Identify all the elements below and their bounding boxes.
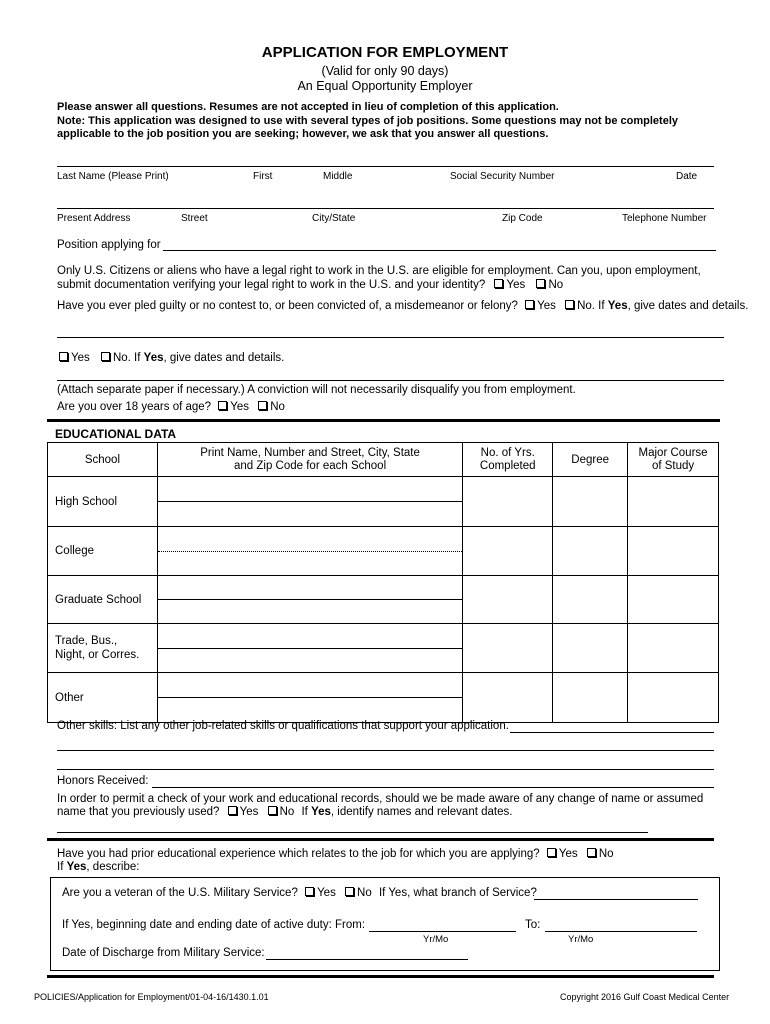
page-title: APPLICATION FOR EMPLOYMENT — [261, 44, 509, 61]
address-field[interactable] — [57, 208, 714, 209]
major-cell[interactable] — [628, 624, 719, 673]
school-address-cell[interactable] — [157, 673, 462, 723]
education-table — [47, 442, 719, 723]
table-header-row — [48, 443, 719, 477]
name-change-yes-checkbox[interactable] — [228, 806, 237, 815]
duty-to-label: To: — [525, 919, 541, 931]
honors-input[interactable] — [152, 787, 714, 788]
details-label: , give dates and details. — [163, 352, 285, 364]
conviction-details-line-2[interactable] — [57, 380, 724, 381]
attach-note: (Attach separate paper if necessary.) A conviction will not necessarily disqualify you from employment. — [57, 384, 576, 396]
instruction-line: Please answer all questions. Resumes are not accepted in lieu of completion of this application. — [57, 101, 559, 113]
school-type-cell: College — [48, 527, 158, 576]
header-line: and Zip Code for each School — [233, 459, 387, 472]
no-label: No — [357, 887, 372, 899]
employer-note: An Equal Opportunity Employer — [297, 79, 473, 93]
validity-note: (Valid for only 90 days) — [321, 64, 449, 78]
if-label: If — [57, 861, 67, 873]
branch-label: If Yes, what branch of Service? — [378, 887, 537, 899]
honors-label: Honors Received: — [57, 775, 149, 787]
no-label: No — [598, 848, 614, 860]
school-header: School — [48, 443, 158, 477]
conviction-question — [57, 300, 748, 312]
name-field[interactable] — [57, 166, 714, 167]
header-line: Major Course — [638, 446, 708, 459]
last-name-label: Last Name (Please Print) — [57, 171, 169, 182]
school-address-cell[interactable] — [157, 576, 462, 624]
school-type-cell — [48, 624, 158, 673]
veteran-question — [62, 887, 537, 899]
position-label: Position applying for — [57, 239, 161, 251]
school-address-cell[interactable] — [157, 624, 462, 673]
veteran-no-checkbox[interactable] — [345, 887, 354, 896]
city-state-label: City/State — [312, 213, 356, 224]
present-address-label: Present Address — [57, 213, 131, 224]
identify-label: , identify names and relevant dates. — [330, 806, 513, 818]
duty-label: If Yes, beginning date and ending date of active duty: From: — [62, 919, 366, 931]
yes-label: Yes — [239, 806, 259, 818]
school-address-cell[interactable] — [157, 477, 462, 527]
years-header — [463, 443, 553, 477]
degree-cell[interactable] — [553, 477, 628, 527]
position-input[interactable] — [163, 250, 716, 251]
age-yes-checkbox[interactable] — [218, 401, 227, 410]
table-row — [48, 576, 719, 624]
veteran-text: Are you a veteran of the U.S. Military Service? — [62, 887, 298, 899]
yes-label: Yes — [558, 848, 578, 860]
eligibility-text: Only U.S. Citizens or aliens who have a legal right to work in the U.S. are eligible for employment. Can you, upon employment, — [57, 265, 701, 277]
school-address-cell[interactable] — [157, 527, 462, 576]
no-label: No. If — [112, 352, 144, 364]
table-row — [48, 477, 719, 527]
conviction-no-checkbox[interactable] — [565, 300, 574, 309]
school-type-line: Night, or Corres. — [55, 649, 140, 661]
yrmo-to-hint: Yr/Mo — [568, 934, 594, 945]
major-cell[interactable] — [628, 527, 719, 576]
school-type-cell: High School — [48, 477, 158, 527]
prior-education-describe — [57, 861, 139, 873]
header-line: Completed — [479, 459, 536, 472]
describe-label: , describe: — [86, 861, 140, 873]
years-cell[interactable] — [463, 576, 553, 624]
copyright-footer: Copyright 2016 Gulf Coast Medical Center — [560, 992, 730, 1002]
no-label: No. If — [577, 300, 608, 312]
yes-label: Yes — [230, 401, 250, 413]
education-section-title: EDUCATIONAL DATA — [55, 427, 177, 441]
conviction-text: Have you ever pled guilty or no contest to, or been convicted of, a misdemeanor or felony? — [57, 300, 518, 312]
degree-header: Degree — [553, 443, 628, 477]
table-row — [48, 624, 719, 673]
eligibility-no-checkbox[interactable] — [536, 279, 545, 288]
conviction-followup — [57, 352, 284, 364]
yrmo-from-hint: Yr/Mo — [423, 934, 449, 945]
years-cell[interactable] — [463, 477, 553, 527]
no-label: No — [548, 279, 564, 291]
conviction-yes-checkbox[interactable] — [525, 300, 534, 309]
middle-name-label: Middle — [323, 171, 353, 182]
yes-bold: Yes — [607, 300, 628, 312]
header-line: Print Name, Number and Street, City, State — [200, 446, 420, 459]
degree-cell[interactable] — [553, 576, 628, 624]
address-header — [157, 443, 462, 477]
name-change-no-checkbox[interactable] — [268, 806, 277, 815]
yes-label: Yes — [317, 887, 336, 899]
years-cell[interactable] — [463, 527, 553, 576]
table-row — [48, 527, 719, 576]
yes-bold: Yes — [311, 806, 331, 818]
instruction-line: Note: This application was designed to use with several types of job positions. Some questions may not be completely — [57, 114, 679, 127]
section-divider — [47, 838, 714, 841]
no-label: No — [279, 806, 295, 818]
first-name-label: First — [253, 171, 273, 182]
instruction-line: applicable to the job position you are seeking; however, we ask that you answer all questions. — [57, 128, 549, 140]
other-skills-input[interactable] — [510, 732, 714, 733]
other-skills-line[interactable] — [57, 750, 714, 751]
if-label: If — [301, 806, 312, 818]
table-row — [48, 673, 719, 723]
yes-bold: Yes — [143, 352, 164, 364]
major-header — [628, 443, 719, 477]
zip-label: Zip Code — [502, 213, 543, 224]
school-type-cell: Other — [48, 673, 158, 723]
header-line: of Study — [651, 459, 695, 472]
discharge-input[interactable] — [266, 959, 468, 960]
section-divider — [47, 419, 720, 422]
years-cell[interactable] — [463, 624, 553, 673]
telephone-label: Telephone Number — [622, 213, 707, 224]
discharge-label: Date of Discharge from Military Service: — [62, 947, 265, 959]
conviction-details-line[interactable] — [57, 337, 724, 338]
name-change-question — [57, 806, 512, 818]
duty-to-input[interactable] — [545, 931, 697, 932]
major-cell[interactable] — [628, 673, 719, 723]
degree-cell[interactable] — [553, 624, 628, 673]
header-line: No. of Yrs. — [480, 446, 535, 459]
yes-label: Yes — [506, 279, 526, 291]
veteran-yes-checkbox[interactable] — [305, 887, 314, 896]
other-skills-line[interactable] — [57, 769, 714, 770]
yes-label: Yes — [537, 300, 556, 312]
major-cell[interactable] — [628, 576, 719, 624]
conviction-followup-yes-checkbox[interactable] — [59, 352, 68, 361]
instructions — [57, 101, 727, 142]
degree-cell[interactable] — [553, 527, 628, 576]
eligibility-question — [57, 279, 563, 291]
age-text: Are you over 18 years of age? — [57, 401, 212, 413]
name-change-line: name that you previously used? — [57, 806, 220, 818]
age-no-checkbox[interactable] — [258, 401, 267, 410]
duty-from-input[interactable] — [369, 931, 516, 932]
years-cell[interactable] — [463, 673, 553, 723]
school-type-cell: Graduate School — [48, 576, 158, 624]
eligibility-yes-checkbox[interactable] — [494, 279, 503, 288]
other-skills-label: Other skills: List any other job-related skills or qualifications that support your application. — [57, 720, 509, 732]
section-divider — [47, 975, 714, 978]
name-change-text: In order to permit a check of your work and educational records, should we be made aware of any change of name or assumed — [57, 793, 704, 805]
prior-education-yes-checkbox[interactable] — [547, 848, 556, 857]
yes-bold: Yes — [66, 861, 87, 873]
date-label: Date — [676, 171, 698, 182]
policy-footer: POLICIES/Application for Employment/01-04-16/1430.1.01 — [34, 992, 269, 1002]
school-type-line: Trade, Bus., — [55, 635, 118, 647]
branch-input[interactable] — [534, 899, 698, 900]
conviction-followup-no-checkbox[interactable] — [101, 352, 110, 361]
prior-education-no-checkbox[interactable] — [587, 848, 596, 857]
name-change-input[interactable] — [57, 832, 648, 833]
prior-education-question — [57, 848, 614, 860]
street-label: Street — [181, 213, 208, 224]
age-question — [57, 401, 285, 413]
yes-label: Yes — [71, 352, 90, 364]
no-label: No — [270, 401, 285, 413]
eligibility-line: submit documentation verifying your legal right to work in the U.S. and your identity? — [57, 279, 486, 291]
prior-education-text: Have you had prior educational experience which relates to the job for which you are applying? — [57, 848, 540, 860]
details-label: , give dates and details. — [627, 300, 749, 312]
degree-cell[interactable] — [553, 673, 628, 723]
ssn-label: Social Security Number — [450, 171, 555, 182]
major-cell[interactable] — [628, 477, 719, 527]
